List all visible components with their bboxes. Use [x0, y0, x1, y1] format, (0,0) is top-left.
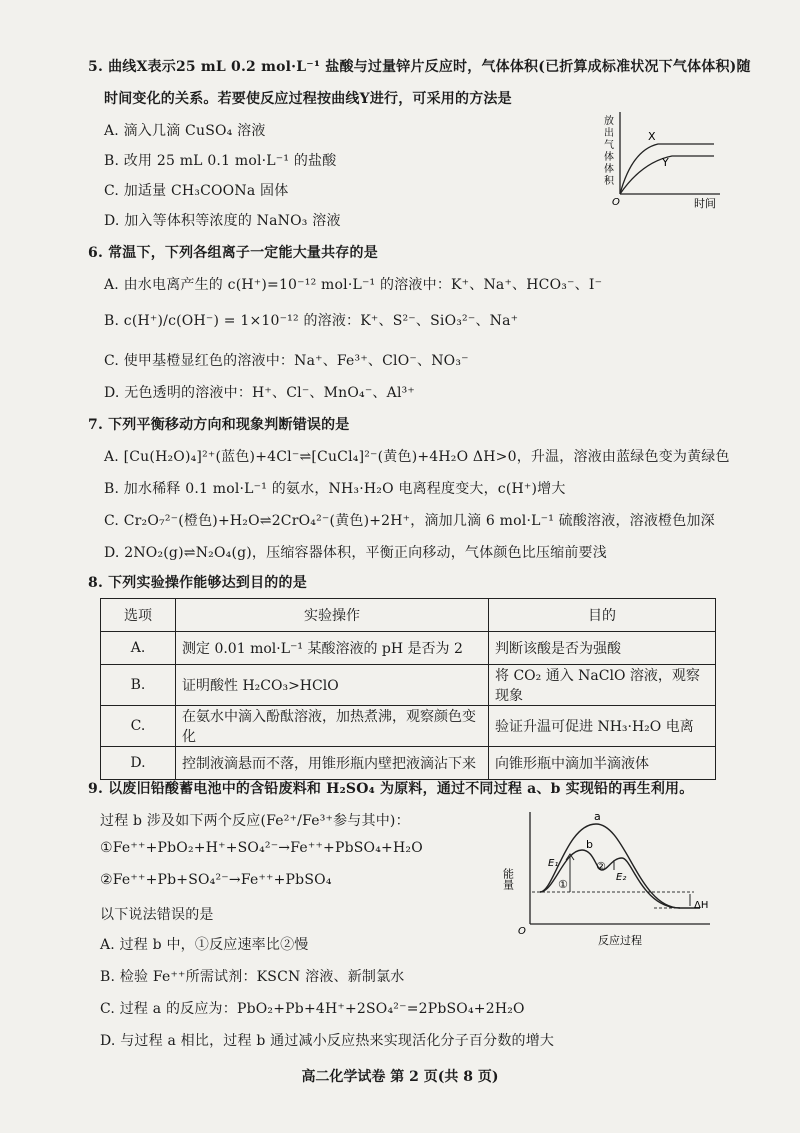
q5-ylabel-char: 体 — [604, 164, 614, 175]
q9-label-e2: E₂ — [616, 872, 627, 883]
q5-gas-volume-graph — [598, 108, 728, 210]
q9-stem: 9. 以废旧铅酸蓄电池中的含铅废料和 H₂SO₄ 为原料，通过不同过程 a、b 实现铅的再生利用。 — [88, 781, 694, 797]
q8-experiment-table — [100, 598, 716, 780]
row-operation: 在氨水中滴入酚酞溶液，加热煮沸，观察颜色变化 — [176, 706, 489, 747]
q7-stem: 7. 下列平衡移动方向和现象判断错误的是 — [88, 417, 350, 433]
q9-prompt: 以下说法错误的是 — [100, 907, 214, 923]
q6-option-a: A. 由水电离产生的 c(H⁺)=10⁻¹² mol·L⁻¹ 的溶液中：K⁺、Na⁺、HCO₃⁻、I⁻ — [104, 277, 603, 293]
row-operation: 测定 0.01 mol·L⁻¹ 某酸溶液的 pH 是否为 2 — [176, 632, 489, 665]
row-option: C. — [101, 706, 176, 747]
q9-reaction-2: ②Fe⁺⁺+Pb+SO₄²⁻→Fe⁺⁺+PbSO₄ — [100, 872, 332, 888]
q6-option-c: C. 使甲基橙显红色的溶液中：Na⁺、Fe³⁺、ClO⁻、NO₃⁻ — [104, 353, 469, 369]
q9-label-dh: ΔH — [694, 900, 709, 911]
q5-option-a: A. 滴入几滴 CuSO₄ 溶液 — [104, 123, 266, 139]
row-purpose: 向锥形瓶中滴加半滴液体 — [489, 747, 716, 780]
q9-label-2: ② — [596, 860, 606, 873]
row-purpose: 将 CO₂ 通入 NaClO 溶液，观察现象 — [489, 665, 716, 706]
q5-ylabel-char: 体 — [604, 152, 614, 163]
q7-option-a: A. [Cu(H₂O)₄]²⁺(蓝色)+4Cl⁻⇌[CuCl₄]²⁻(黄色)+4H₂O ΔH>0，升温，溶液由蓝绿色变为黄绿色 — [104, 449, 730, 465]
table-row — [101, 706, 716, 747]
q9-curve-a — [540, 824, 700, 908]
q7-option-c: C. Cr₂O₇²⁻(橙色)+H₂O⇌2CrO₄²⁻(黄色)+2H⁺，滴加几滴 6 mol·L⁻¹ 硫酸溶液，溶液橙色加深 — [104, 513, 715, 529]
q5-label-x: X — [648, 130, 656, 143]
row-option: B. — [101, 665, 176, 706]
q6-option-b: B. c(H⁺)/c(OH⁻) = 1×10⁻¹² 的溶液：K⁺、S²⁻、SiO₃²⁻、Na⁺ — [104, 313, 519, 329]
q5-ylabel-char: 积 — [604, 176, 614, 187]
q9-reaction-1: ①Fe⁺⁺+PbO₂+H⁺+SO₄²⁻→Fe⁺⁺+PbSO₄+H₂O — [100, 840, 423, 856]
table-header-row — [101, 599, 716, 632]
q9-label-e1: E₁ — [548, 858, 559, 869]
q6-option-d: D. 无色透明的溶液中：H⁺、Cl⁻、MnO₄⁻、Al³⁺ — [104, 385, 416, 401]
page-footer: 高二化学试卷 第 2 页(共 8 页) — [301, 1069, 499, 1085]
q5-label-y: Y — [662, 156, 669, 169]
q8-stem: 8. 下列实验操作能够达到目的的是 — [88, 575, 307, 591]
q5-option-b: B. 改用 25 mL 0.1 mol·L⁻¹ 的盐酸 — [104, 153, 337, 169]
q9-intro: 过程 b 涉及如下两个反应(Fe²⁺/Fe³⁺参与其中)： — [100, 813, 410, 829]
q5-stem-line1: 5. 曲线X表示25 mL 0.2 mol·L⁻¹ 盐酸与过量锌片反应时，气体体积(已折算成标准状况下气体体积)随 — [88, 59, 751, 75]
q9-xlabel: 反应过程 — [598, 934, 642, 947]
q5-curve-x — [620, 144, 714, 194]
q9-option-c: C. 过程 a 的反应为：PbO₂+Pb+4H⁺+2SO₄²⁻=2PbSO₄+2H₂O — [100, 1001, 525, 1017]
row-operation: 控制液滴悬而不落，用锥形瓶内壁把液滴沾下来 — [176, 747, 489, 780]
q5-xlabel: 时间 — [694, 197, 716, 210]
q9-label-a: a — [594, 810, 601, 823]
q5-option-c: C. 加适量 CH₃COONa 固体 — [104, 183, 289, 199]
q9-option-a: A. 过程 b 中，①反应速率比②慢 — [100, 937, 309, 953]
q9-energy-diagram — [501, 808, 718, 950]
q9-ylabel: 能量 — [501, 868, 515, 890]
header-operation: 实验操作 — [176, 599, 489, 632]
q5-ylabel-char: 气 — [604, 140, 614, 151]
q5-origin: O — [612, 197, 620, 208]
table-row — [101, 632, 716, 665]
row-purpose: 验证升温可促进 NH₃·H₂O 电离 — [489, 706, 716, 747]
q7-option-b: B. 加水稀释 0.1 mol·L⁻¹ 的氨水，NH₃·H₂O 电离程度变大，c(H⁺)增大 — [104, 481, 566, 497]
q6-stem: 6. 常温下，下列各组离子一定能大量共存的是 — [88, 245, 378, 261]
header-option: 选项 — [101, 599, 176, 632]
q9-option-d: D. 与过程 a 相比，过程 b 通过减小反应热来实现活化分子百分数的增大 — [100, 1033, 555, 1049]
row-operation: 证明酸性 H₂CO₃>HClO — [176, 665, 489, 706]
q9-option-b: B. 检验 Fe⁺⁺所需试剂：KSCN 溶液、新制氯水 — [100, 969, 405, 985]
row-option: A. — [101, 632, 176, 665]
header-purpose: 目的 — [489, 599, 716, 632]
q5-stem-line2: 时间变化的关系。若要使反应过程按曲线Y进行，可采用的方法是 — [104, 91, 512, 107]
q5-ylabel-char: 放 — [604, 116, 614, 127]
q7-option-d: D. 2NO₂(g)⇌N₂O₄(g)，压缩容器体积，平衡正向移动，气体颜色比压缩前要浅 — [104, 545, 607, 561]
q5-option-d: D. 加入等体积等浓度的 NaNO₃ 溶液 — [104, 213, 341, 229]
table-row — [101, 665, 716, 706]
table-row — [101, 747, 716, 780]
row-option: D. — [101, 747, 176, 780]
q9-label-1: ① — [558, 878, 568, 891]
q9-origin: O — [518, 926, 526, 937]
q5-ylabel-char: 出 — [604, 128, 614, 139]
row-purpose: 判断该酸是否为强酸 — [489, 632, 716, 665]
q9-label-b: b — [586, 838, 593, 851]
